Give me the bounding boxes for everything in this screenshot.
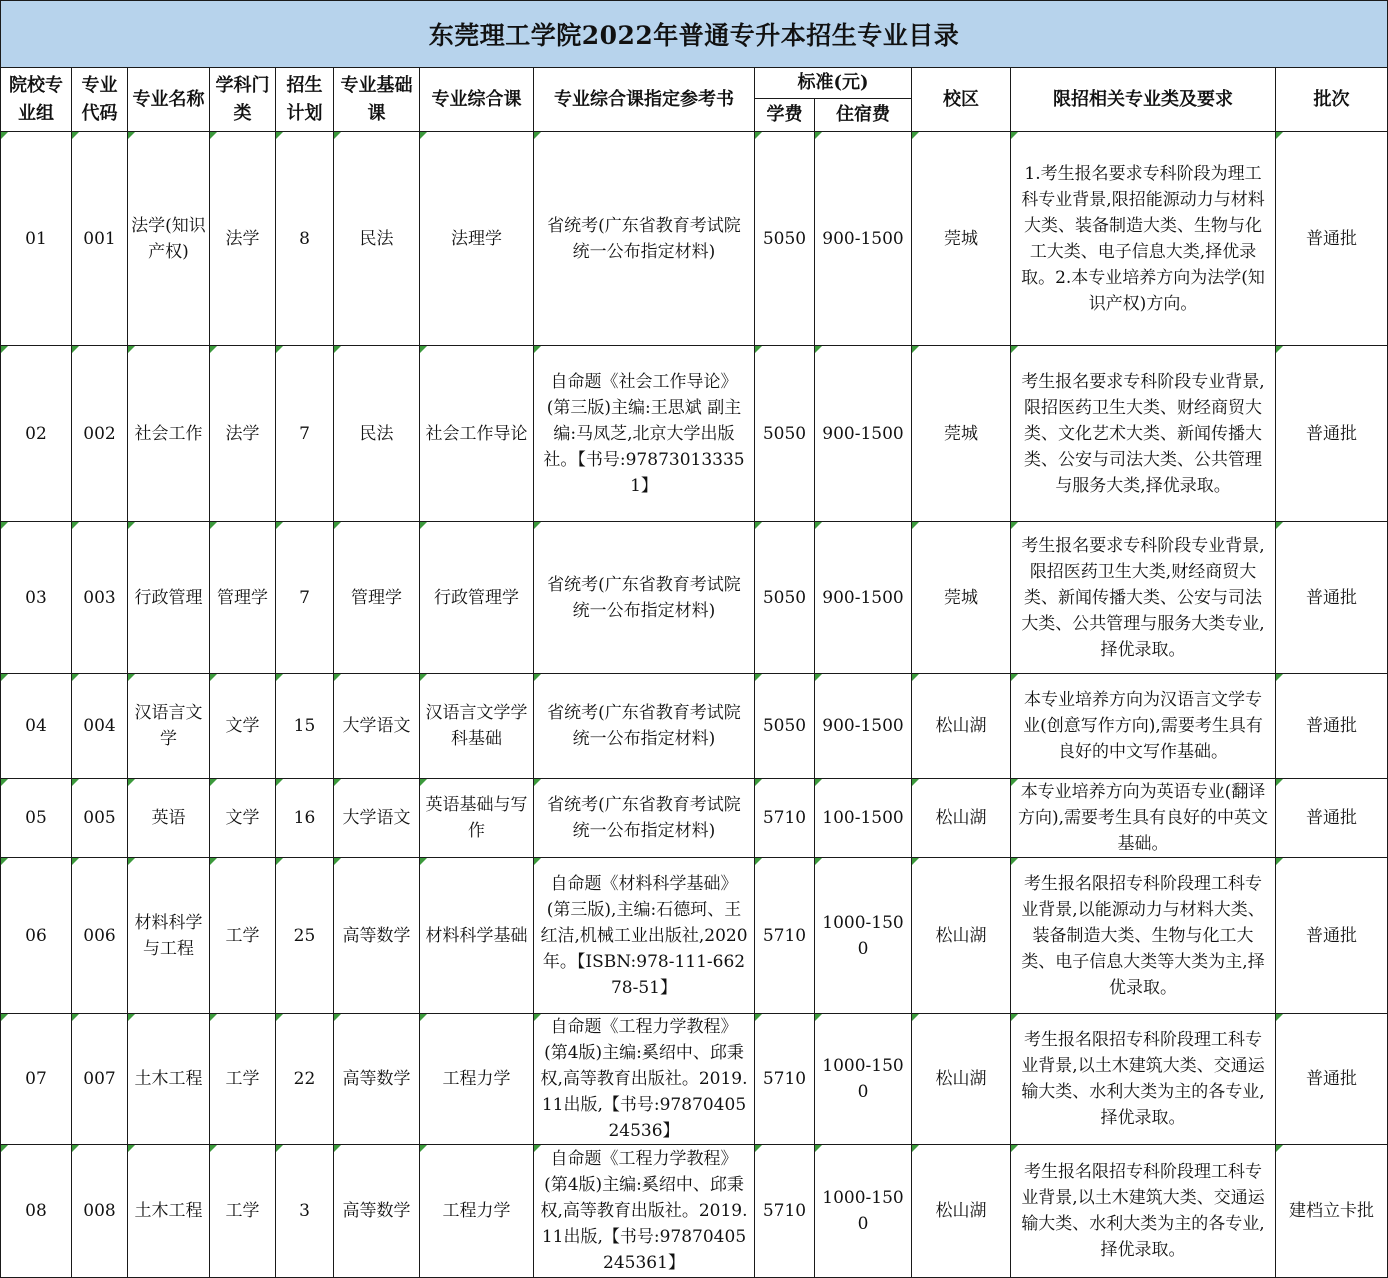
cell-plan: 8 <box>276 132 334 346</box>
cell-batch: 普通批 <box>1276 1014 1388 1145</box>
cell-batch: 普通批 <box>1276 346 1388 522</box>
cell-category: 法学 <box>210 346 276 522</box>
header-tuition: 学费 <box>755 99 815 132</box>
cell-plan: 25 <box>276 858 334 1014</box>
header-name: 专业名称 <box>128 68 210 132</box>
cell-batch: 普通批 <box>1276 674 1388 779</box>
table-row <box>1 858 1388 1014</box>
cell-name: 土木工程 <box>128 1014 210 1145</box>
table-row <box>1 1145 1388 1278</box>
cell-code: 006 <box>72 858 128 1014</box>
header-plan: 招生计划 <box>276 68 334 132</box>
cell-code: 008 <box>72 1145 128 1278</box>
cell-group: 03 <box>1 522 72 674</box>
header-requirement: 限招相关专业类及要求 <box>1011 68 1276 132</box>
cell-plan: 7 <box>276 522 334 674</box>
cell-tuition: 5710 <box>755 779 815 858</box>
cell-comp-course: 工程力学 <box>420 1145 534 1278</box>
table-row <box>1 346 1388 522</box>
header-row-1 <box>1 68 1388 99</box>
cell-name: 土木工程 <box>128 1145 210 1278</box>
cell-plan: 3 <box>276 1145 334 1278</box>
cell-campus: 松山湖 <box>912 858 1011 1014</box>
cell-base-course: 大学语文 <box>334 779 420 858</box>
cell-tuition: 5710 <box>755 1014 815 1145</box>
cell-group: 04 <box>1 674 72 779</box>
cell-name: 材料科学与工程 <box>128 858 210 1014</box>
cell-batch: 建档立卡批 <box>1276 1145 1388 1278</box>
cell-requirement: 本专业培养方向为汉语言文学专业(创意写作方向),需要考生具有良好的中文写作基础。 <box>1011 674 1276 779</box>
cell-base-course: 民法 <box>334 346 420 522</box>
cell-category: 工学 <box>210 1145 276 1278</box>
cell-code: 007 <box>72 1014 128 1145</box>
cell-tuition: 5710 <box>755 1145 815 1278</box>
cell-category: 管理学 <box>210 522 276 674</box>
header-batch: 批次 <box>1276 68 1388 132</box>
cell-plan: 15 <box>276 674 334 779</box>
cell-base-course: 民法 <box>334 132 420 346</box>
cell-campus: 莞城 <box>912 346 1011 522</box>
table-row <box>1 674 1388 779</box>
header-accommodation: 住宿费 <box>815 99 912 132</box>
cell-requirement: 考生报名限招专科阶段理工科专业背景,以土木建筑大类、交通运输大类、水利大类为主的各专业,择优录取。 <box>1011 1014 1276 1145</box>
admissions-table <box>0 67 1388 1278</box>
cell-accommodation: 1000-1500 <box>815 1014 912 1145</box>
cell-batch: 普通批 <box>1276 858 1388 1014</box>
cell-ref-book: 省统考(广东省教育考试院统一公布指定材料) <box>534 674 755 779</box>
cell-batch: 普通批 <box>1276 522 1388 674</box>
cell-group: 07 <box>1 1014 72 1145</box>
header-category: 学科门类 <box>210 68 276 132</box>
cell-campus: 松山湖 <box>912 779 1011 858</box>
table-row <box>1 132 1388 346</box>
cell-campus: 松山湖 <box>912 1014 1011 1145</box>
cell-ref-book: 省统考(广东省教育考试院统一公布指定材料) <box>534 779 755 858</box>
cell-requirement: 考生报名限招专科阶段理工科专业背景,以土木建筑大类、交通运输大类、水利大类为主的各专业,择优录取。 <box>1011 1145 1276 1278</box>
cell-code: 001 <box>72 132 128 346</box>
cell-group: 02 <box>1 346 72 522</box>
cell-accommodation: 1000-1500 <box>815 858 912 1014</box>
cell-campus: 莞城 <box>912 522 1011 674</box>
cell-plan: 16 <box>276 779 334 858</box>
cell-group: 06 <box>1 858 72 1014</box>
cell-name: 汉语言文学 <box>128 674 210 779</box>
cell-accommodation: 100-1500 <box>815 779 912 858</box>
table-row <box>1 1014 1388 1145</box>
cell-plan: 7 <box>276 346 334 522</box>
header-campus: 校区 <box>912 68 1011 132</box>
cell-comp-course: 法理学 <box>420 132 534 346</box>
cell-base-course: 管理学 <box>334 522 420 674</box>
cell-tuition: 5710 <box>755 858 815 1014</box>
cell-campus: 莞城 <box>912 132 1011 346</box>
cell-base-course: 大学语文 <box>334 674 420 779</box>
cell-category: 文学 <box>210 779 276 858</box>
header-code: 专业代码 <box>72 68 128 132</box>
cell-group: 05 <box>1 779 72 858</box>
cell-tuition: 5050 <box>755 522 815 674</box>
cell-ref-book: 自命题《材料科学基础》(第三版),主编:石德珂、王红洁,机械工业出版社,2020年。【ISBN:978-111-66278-51】 <box>534 858 755 1014</box>
cell-accommodation: 900-1500 <box>815 346 912 522</box>
cell-category: 法学 <box>210 132 276 346</box>
cell-name: 英语 <box>128 779 210 858</box>
cell-accommodation: 1000-1500 <box>815 1145 912 1278</box>
cell-requirement: 考生报名限招专科阶段理工科专业背景,以能源动力与材料大类、装备制造大类、生物与化工大类、电子信息大类等大类为主,择优录取。 <box>1011 858 1276 1014</box>
cell-tuition: 5050 <box>755 132 815 346</box>
header-comp-course: 专业综合课 <box>420 68 534 132</box>
cell-name: 行政管理 <box>128 522 210 674</box>
cell-base-course: 高等数学 <box>334 1145 420 1278</box>
cell-name: 法学(知识产权) <box>128 132 210 346</box>
cell-campus: 松山湖 <box>912 674 1011 779</box>
cell-ref-book: 自命题《工程力学教程》(第4版)主编:奚绍中、邱秉权,高等教育出版社。2019.11出版,【书号:97870405245361】 <box>534 1145 755 1278</box>
cell-code: 003 <box>72 522 128 674</box>
cell-accommodation: 900-1500 <box>815 132 912 346</box>
cell-requirement: 本专业培养方向为英语专业(翻译方向),需要考生具有良好的中英文基础。 <box>1011 779 1276 858</box>
cell-comp-course: 材料科学基础 <box>420 858 534 1014</box>
cell-comp-course: 英语基础与写作 <box>420 779 534 858</box>
cell-category: 工学 <box>210 1014 276 1145</box>
cell-name: 社会工作 <box>128 346 210 522</box>
cell-ref-book: 自命题《社会工作导论》(第三版)主编:王思斌 副主编:马凤芝,北京大学出版社。【书号:978730133351】 <box>534 346 755 522</box>
cell-ref-book: 省统考(广东省教育考试院统一公布指定材料) <box>534 522 755 674</box>
cell-base-course: 高等数学 <box>334 1014 420 1145</box>
cell-comp-course: 工程力学 <box>420 1014 534 1145</box>
cell-tuition: 5050 <box>755 346 815 522</box>
header-ref-book: 专业综合课指定参考书 <box>534 68 755 132</box>
header-group: 院校专业组 <box>1 68 72 132</box>
cell-comp-course: 社会工作导论 <box>420 346 534 522</box>
cell-category: 工学 <box>210 858 276 1014</box>
cell-accommodation: 900-1500 <box>815 674 912 779</box>
cell-plan: 22 <box>276 1014 334 1145</box>
cell-requirement: 1.考生报名要求专科阶段为理工科专业背景,限招能源动力与材料大类、装备制造大类、生物与化工大类、电子信息大类,择优录取。2.本专业培养方向为法学(知识产权)方向。 <box>1011 132 1276 346</box>
cell-ref-book: 自命题《工程力学教程》(第4版)主编:奚绍中、邱秉权,高等教育出版社。2019.11出版,【书号:9787040524536】 <box>534 1014 755 1145</box>
cell-code: 004 <box>72 674 128 779</box>
header-base-course: 专业基础课 <box>334 68 420 132</box>
cell-requirement: 考生报名要求专科阶段专业背景,限招医药卫生大类、财经商贸大类、文化艺术大类、新闻传播大类、公安与司法大类、公共管理与服务大类,择优录取。 <box>1011 346 1276 522</box>
cell-group: 01 <box>1 132 72 346</box>
cell-requirement: 考生报名要求专科阶段专业背景,限招医药卫生大类,财经商贸大类、新闻传播大类、公安与司法大类、公共管理与服务大类专业,择优录取。 <box>1011 522 1276 674</box>
cell-base-course: 高等数学 <box>334 858 420 1014</box>
cell-code: 002 <box>72 346 128 522</box>
cell-code: 005 <box>72 779 128 858</box>
cell-group: 08 <box>1 1145 72 1278</box>
page-title: 东莞理工学院2022年普通专升本招生专业目录 <box>0 0 1388 68</box>
cell-batch: 普通批 <box>1276 779 1388 858</box>
header-standard: 标准(元) <box>755 68 912 99</box>
cell-ref-book: 省统考(广东省教育考试院统一公布指定材料) <box>534 132 755 346</box>
cell-comp-course: 汉语言文学学科基础 <box>420 674 534 779</box>
table-row <box>1 522 1388 674</box>
cell-campus: 松山湖 <box>912 1145 1011 1278</box>
cell-comp-course: 行政管理学 <box>420 522 534 674</box>
cell-tuition: 5050 <box>755 674 815 779</box>
cell-category: 文学 <box>210 674 276 779</box>
cell-accommodation: 900-1500 <box>815 522 912 674</box>
table-row <box>1 779 1388 858</box>
cell-batch: 普通批 <box>1276 132 1388 346</box>
